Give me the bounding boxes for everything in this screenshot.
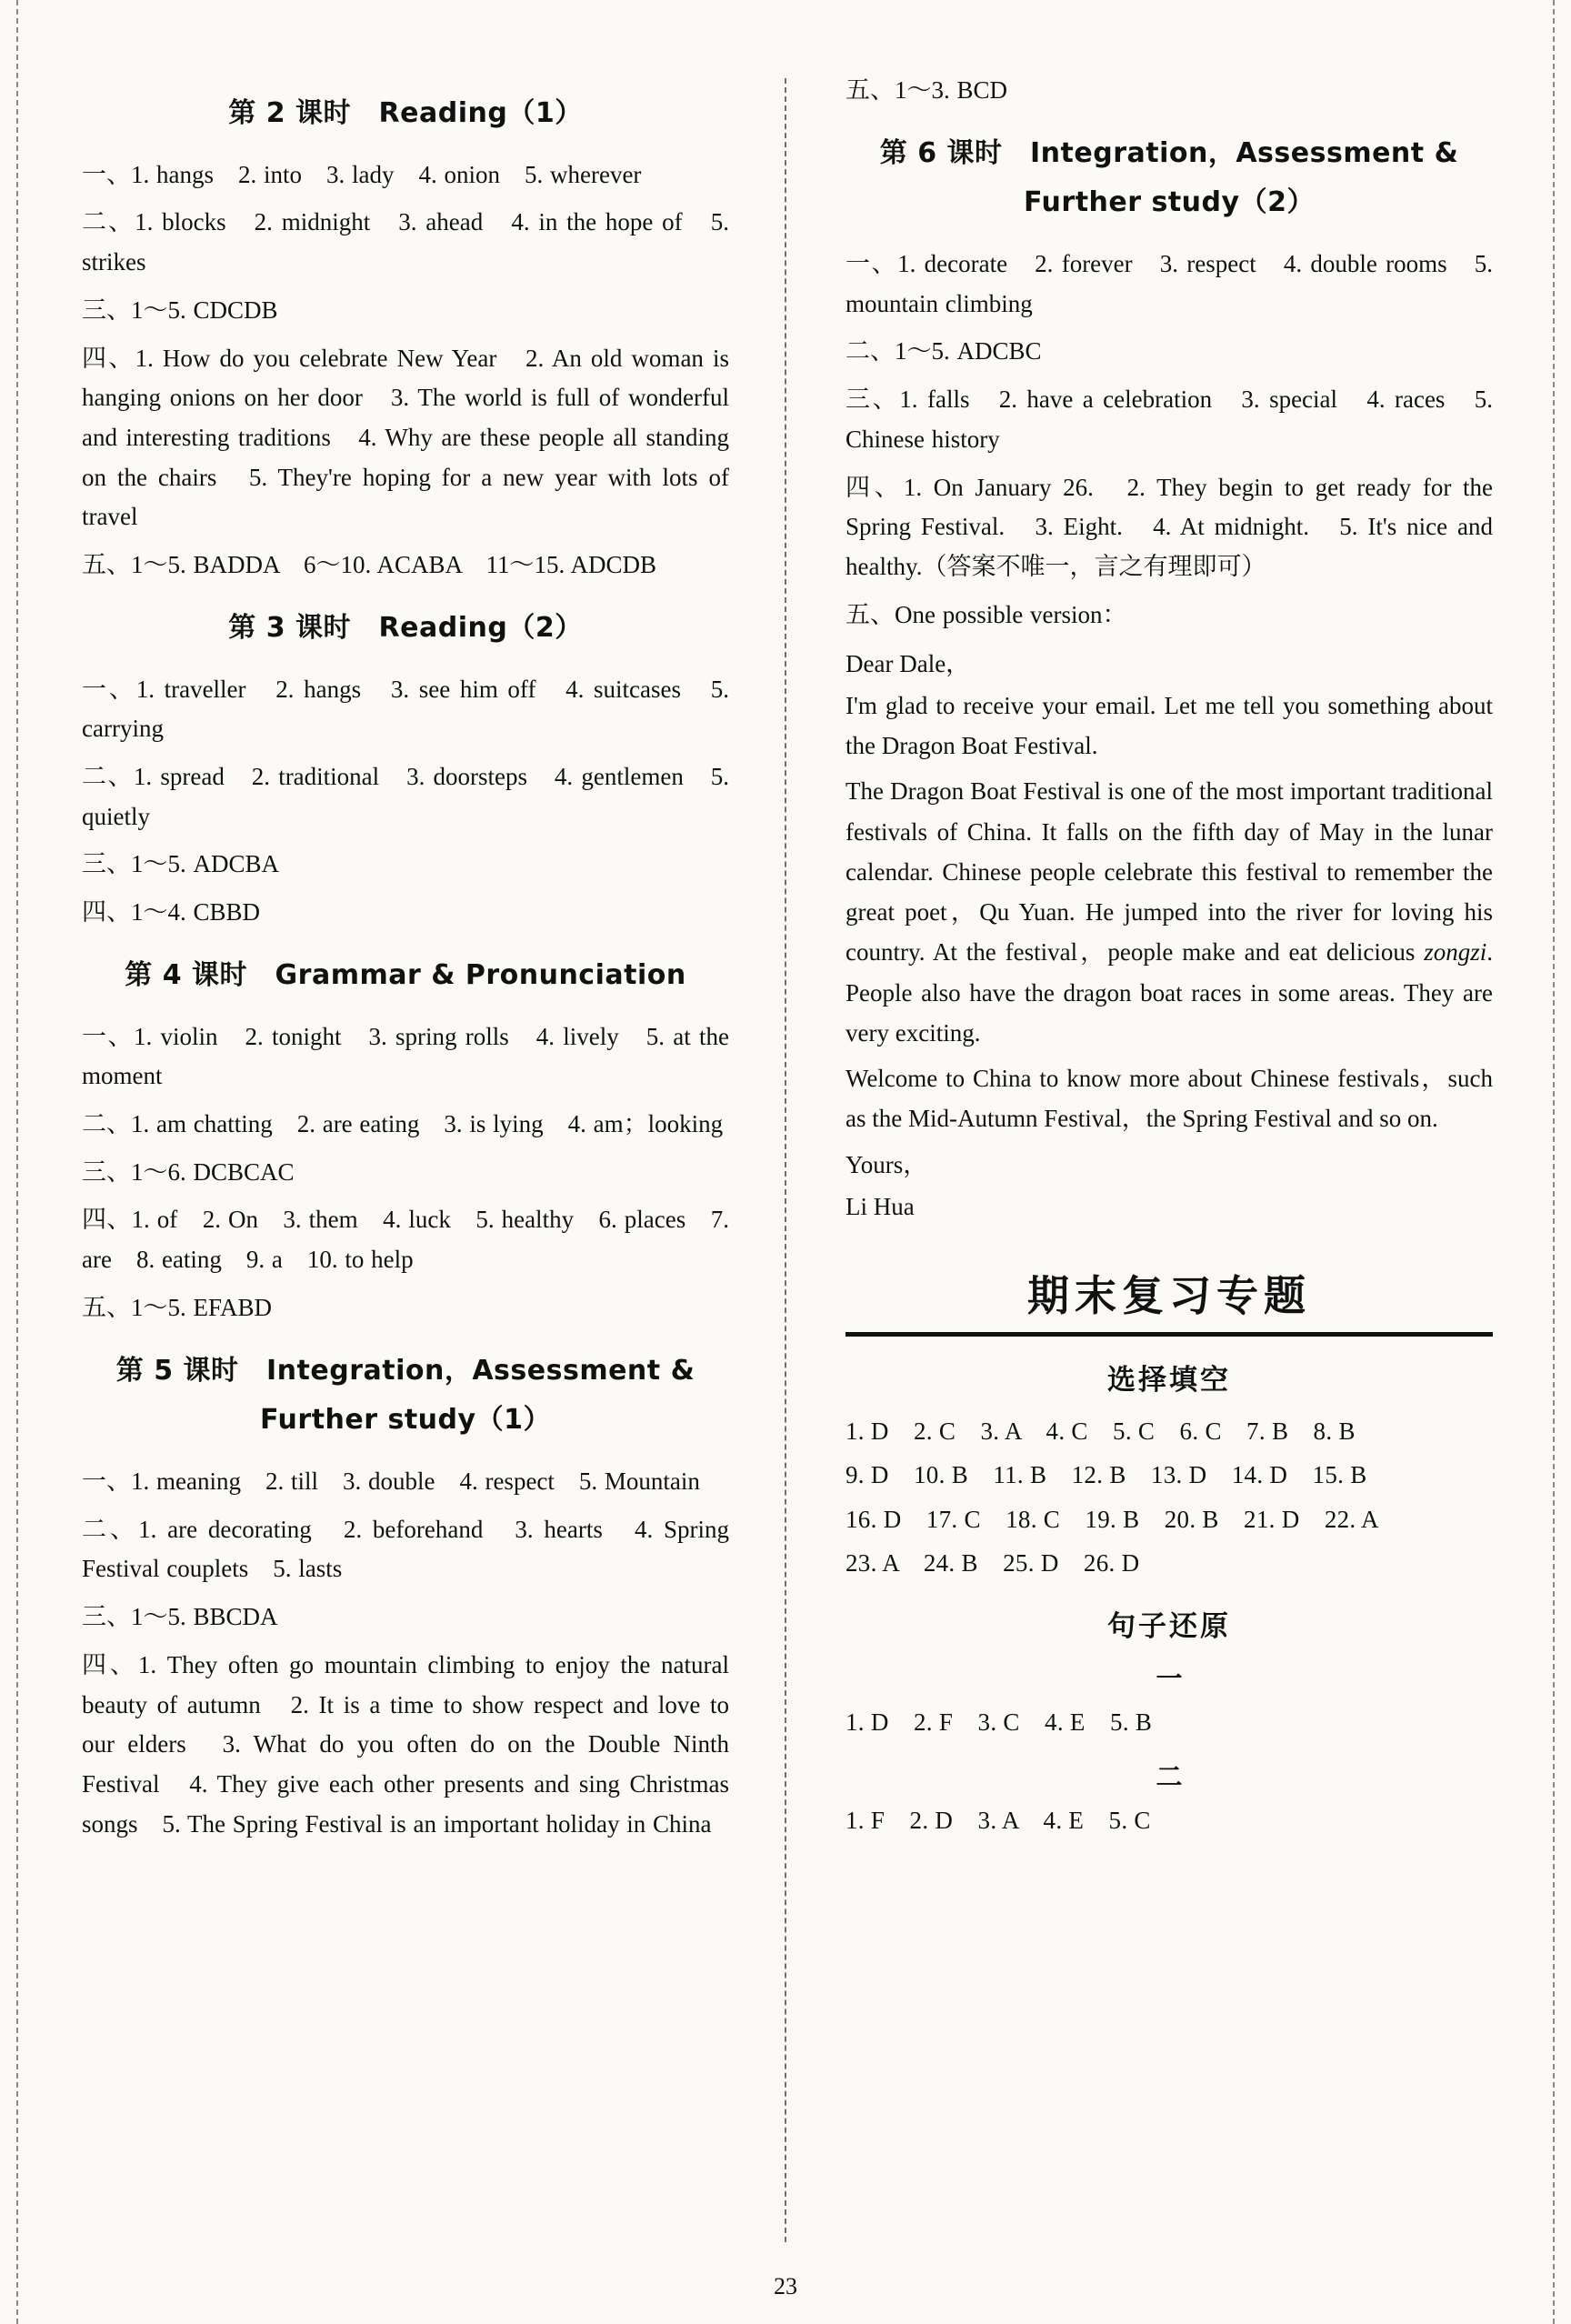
final-review-title: 期末复习专题 bbox=[846, 1257, 1493, 1337]
answer-key-row: 23. A 24. B 25. D 26. D bbox=[846, 1548, 1140, 1577]
lesson-4-answer-4: 四、1. of 2. On 3. them 4. luck 5. healthy 6. places 7. are 8. eating 9. a 10. to help bbox=[82, 1206, 729, 1274]
answer-key-row: 1. D 2. C 3. A 4. C 5. C 6. C 7. B 8. B bbox=[846, 1417, 1356, 1446]
lesson-2-answer-2: 二、1. blocks 2. midnight 3. ahead 4. in the hope of 5. strikes bbox=[82, 208, 729, 276]
lesson-2-answer-3: 三、1～5. CDCDB bbox=[82, 296, 278, 324]
group-1-label: 一 bbox=[1156, 1663, 1183, 1694]
letter-paragraph-2: The Dragon Boat Festival is one of the most important traditional festivals of China. It falls on the fifth day of May in the lunar calendar. Chinese people celebrate this festival to remember the great poet，Qu Yuan. He jumped into the river for loving his country. At the festival，people make and eat delicious zongzi. People also have the dragon boat races in some areas. They are very exciting. bbox=[846, 777, 1493, 1047]
lesson-3-answer-2: 二、1. spread 2. traditional 3. doorsteps 4. gentlemen 5. quietly bbox=[82, 763, 729, 830]
page-number: 23 bbox=[774, 2273, 797, 2299]
lesson-4-answer-2: 二、1. am chatting 2. are eating 3. is lying 4. am；looking bbox=[82, 1110, 724, 1137]
lesson-5-heading: 第 5 课时 Integration，Assessment & bbox=[115, 1354, 695, 1387]
lesson-5-answer-2: 二、1. are decorating 2. beforehand 3. hearts 4. Spring Festival couplets 5. lasts bbox=[82, 1515, 729, 1583]
lesson-5-answer-4: 四、1. They often go mountain climbing to enjoy the natural beauty of autumn 2. It is a time to show respect and love to our elders 3. What do you often do on the Double Ninth Festival 4. They give each other presents and sing Christmas songs 5. The Spring Festival is an important holiday in China bbox=[82, 1650, 729, 1838]
two-column-layout bbox=[0, 71, 1571, 2269]
lesson-6-answer-2: 二、1～5. ADCBC bbox=[846, 337, 1042, 366]
right-column bbox=[786, 71, 1571, 2269]
answer-key-row: 1. D 2. F 3. C 4. E 5. B bbox=[846, 1708, 1153, 1736]
lesson-2-answer-5: 五、1～5. BADDA 6～10. ACABA 11～15. ADCDB bbox=[82, 551, 657, 579]
lesson-6-answer-1: 一、1. decorate 2. forever 3. respect 4. double rooms 5. mountain climbing bbox=[846, 249, 1493, 317]
group-2-label: 二 bbox=[1156, 1761, 1183, 1793]
letter-salutation: Dear Dale， bbox=[846, 649, 971, 677]
answer-key-row: 16. D 17. C 18. C 19. B 20. B 21. D 22. A bbox=[846, 1505, 1379, 1533]
lesson-6-answer-4: 四、1. On January 26. 2. They begin to get ready for the Spring Festival. 3. Eight. 4. At midnight. 5. It's nice and healthy.（答案不唯一，言之有理即可） bbox=[846, 473, 1493, 581]
lesson-3-answer-4: 四、1～4. CBBD bbox=[82, 898, 261, 927]
italic-loanword: zongzi bbox=[1424, 938, 1487, 967]
left-column bbox=[0, 71, 786, 2269]
lesson-6-answer-5: 五、One possible version： bbox=[846, 600, 1127, 628]
lesson-5-heading-line2: Further study（1） bbox=[260, 1404, 551, 1437]
letter-paragraph-1: I'm glad to receive your email. Let me tell you something about the Dragon Boat Festival. bbox=[846, 691, 1493, 760]
multiple-choice-title: 选择填空 bbox=[1107, 1364, 1231, 1397]
lesson-2-answer-1: 一、1. hangs 2. into 3. lady 4. onion 5. wherever bbox=[82, 160, 642, 188]
lesson-4-answer-1: 一、1. violin 2. tonight 3. spring rolls 4. lively 5. at the moment bbox=[82, 1022, 729, 1090]
lesson-2-answer-4: 四、1. How do you celebrate New Year 2. An old woman is hanging onions on her door 3. The world is full of wonderful and interesting traditions 4. Why are these people all standing on the chairs 5. They're hoping for a new year with lots of travel bbox=[82, 344, 729, 531]
lesson-5-answer-3: 三、1～5. BBCDA bbox=[82, 1603, 278, 1631]
letter-signature: Li Hua bbox=[846, 1192, 915, 1220]
lesson-3-answer-3: 三、1～5. ADCBA bbox=[82, 850, 280, 878]
lesson-4-answer-3: 三、1～6. DCBCAC bbox=[82, 1157, 295, 1186]
lesson-6-heading-line2: Further study（2） bbox=[1024, 186, 1315, 219]
letter-closing: Yours， bbox=[846, 1150, 928, 1178]
answer-key-row: 9. D 10. B 11. B 12. B 13. D 14. D 15. B bbox=[846, 1461, 1367, 1489]
lesson-3-answer-1: 一、1. traveller 2. hangs 3. see him off 4. suitcases 5. carrying bbox=[82, 675, 729, 743]
answer-key-row: 1. F 2. D 3. A 4. E 5. C bbox=[846, 1807, 1151, 1835]
lesson-6-heading: 第 6 课时 Integration，Assessment & bbox=[879, 136, 1459, 169]
lesson-5-answer-1: 一、1. meaning 2. till 3. double 4. respect 5. Mountain bbox=[82, 1467, 700, 1495]
lesson-4-heading: 第 4 课时 Grammar & Pronunciation bbox=[125, 958, 686, 991]
carryover-answer-5: 五、1～3. BCD bbox=[846, 76, 1008, 104]
sentence-restore-title: 句子还原 bbox=[1107, 1610, 1231, 1643]
lesson-3-heading: 第 3 课时 Reading（2） bbox=[228, 611, 583, 644]
lesson-2-heading: 第 2 课时 Reading（1） bbox=[228, 97, 583, 129]
letter-paragraph-3: Welcome to China to know more about Chinese festivals，such as the Mid-Autumn Festival，the Spring Festival and so on. bbox=[846, 1065, 1493, 1133]
lesson-4-answer-5: 五、1～5. EFABD bbox=[82, 1293, 273, 1321]
lesson-6-answer-3: 三、1. falls 2. have a celebration 3. special 4. races 5. Chinese history bbox=[846, 386, 1493, 453]
